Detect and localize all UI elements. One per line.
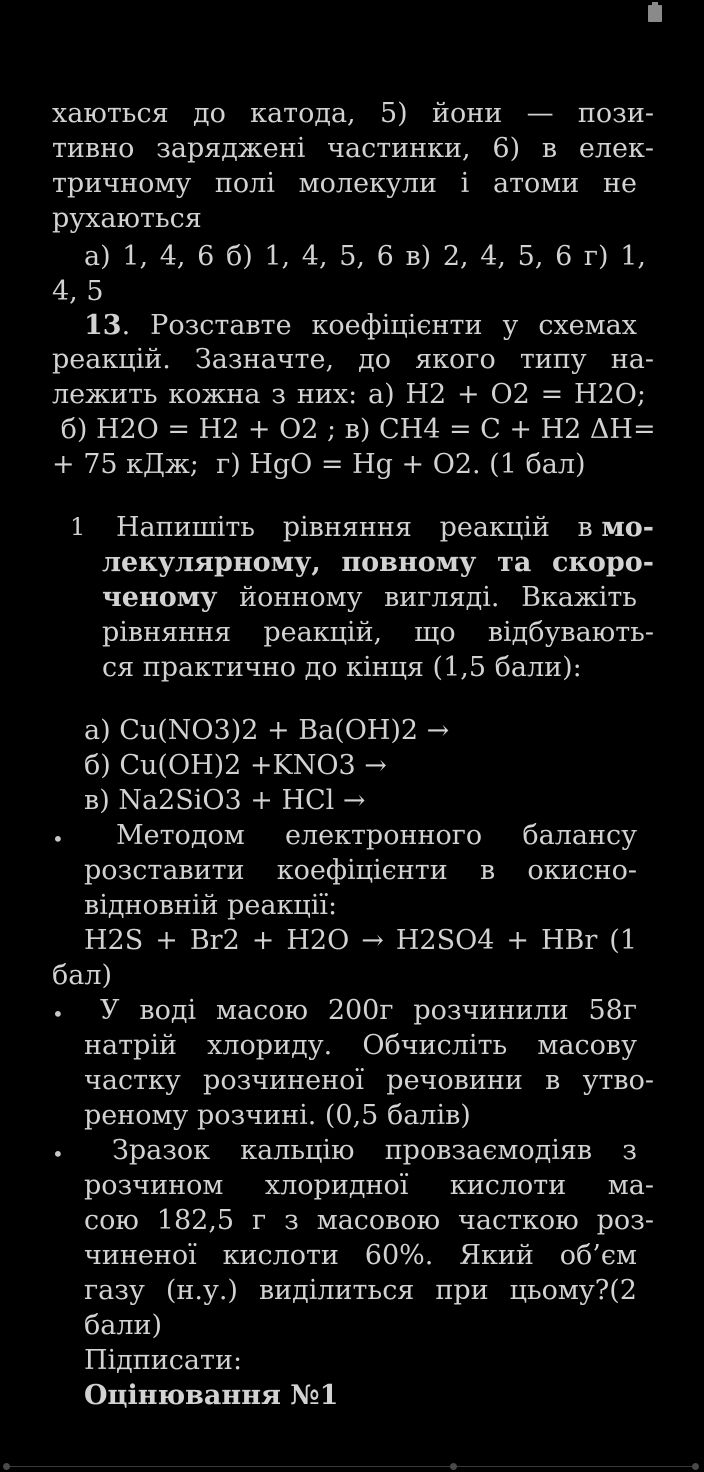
text-line [116, 510, 654, 545]
text-line: рухаються [52, 203, 202, 234]
text-line: ся практично до кінця (1,5 бали): [102, 652, 582, 683]
question-13 [84, 308, 637, 343]
bold-text-line: лекулярному, повному та скоро- [102, 547, 654, 578]
text-line: газу (н.у.) виділиться при цьому?(2 [84, 1275, 637, 1306]
bold-text: мо- [601, 512, 654, 543]
equation-b: б) Cu(OH)2 +KNO3 → [84, 750, 387, 781]
equation-c: в) Na2SiO3 + HCl → [84, 785, 366, 816]
text-line: рівняння реакцій, що відбувають- [102, 617, 654, 648]
text-line: реному розчині. (0,5 балів) [84, 1100, 471, 1131]
text-line: бали) [84, 1310, 163, 1341]
text-line: тричному полі молекули і атоми не [52, 168, 637, 199]
equation-a: а) Cu(NO3)2 + Ba(OH)2 → [84, 715, 450, 746]
text-line: У воді масою 200г розчинили 58г [100, 995, 637, 1026]
bullet: • [52, 1142, 64, 1166]
bullet: • [52, 827, 64, 851]
text-line [102, 580, 637, 615]
text-line: розчином хлоридної кислоти ма- [84, 1170, 654, 1201]
text-line: реакцій. Зазначте, до якого типу на- [52, 344, 654, 375]
answer-options-cont: 4, 5 [52, 276, 104, 307]
text-line: б) H2O = H2 + O2 ; в) CH4 = C + H2 ΔH= [52, 414, 656, 445]
question-number: 13 [84, 310, 122, 341]
text-line: відновній реакції: [84, 890, 338, 921]
equation-redox: H2S + Br2 + H2O → H2SO4 + HBr (1 [84, 925, 637, 956]
text-line: натрій хлориду. Обчисліть масову [84, 1030, 637, 1061]
text-line: чиненої кислоти 60%. Який об’єм [84, 1240, 637, 1271]
item-number: 1 [70, 513, 86, 541]
text-line: розставити коефіцієнти в окисно- [84, 855, 637, 886]
bullet: • [52, 1002, 64, 1026]
text-segment: Напишіть рівняння реакцій в [116, 512, 602, 543]
text-line: лежить кожна з них: а) H2 + O2 = H2O; [52, 379, 646, 410]
text-line: . Розставте коефіцієнти у схемах [121, 310, 637, 341]
text-line: хаються до катода, 5) йони — пози- [52, 98, 654, 129]
text-line: частку розчиненої речовини в утво- [84, 1065, 654, 1096]
signature-label: Підписати: [84, 1345, 243, 1376]
text-line: + 75 кДж; г) HgO = Hg + O2. (1 бал) [52, 449, 586, 480]
text-line: Зразок кальцію провзаємодіяв з [112, 1135, 637, 1166]
bold-text: ченому [102, 582, 218, 613]
text-line: тивно заряджені частинки, 6) в елек- [52, 133, 654, 164]
text-line: Методом електронного балансу [116, 820, 637, 851]
evaluation-title: Оцінювання №1 [84, 1380, 339, 1411]
text-line: сою 182,5 г з масовою часткою роз- [84, 1205, 654, 1236]
text-line: бал) [52, 960, 113, 991]
answer-options: а) 1, 4, 6 б) 1, 4, 5, 6 в) 2, 4, 5, 6 г) 1, [84, 241, 646, 272]
text-segment: йонному вигляді. Вкажіть [217, 582, 637, 613]
page-scrollbar[interactable] [0, 1461, 704, 1472]
